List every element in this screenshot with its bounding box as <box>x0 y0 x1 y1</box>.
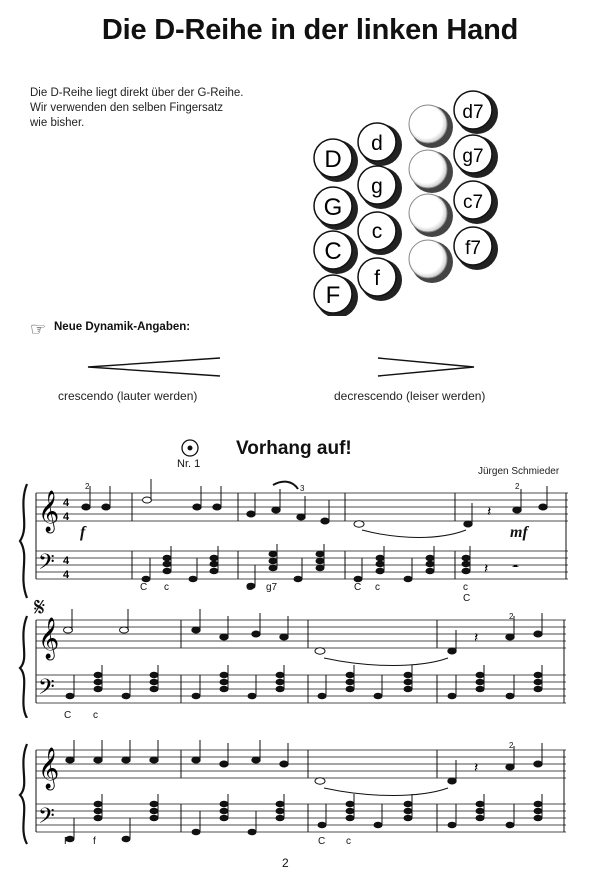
decrescendo-label: decrescendo (leiser werden) <box>334 389 486 403</box>
bass-button-c <box>358 212 402 255</box>
bass-button-blank <box>409 240 453 283</box>
bass-button-D <box>314 139 358 182</box>
bass-button-F <box>314 275 358 316</box>
treble-clef-icon: 𝄞 <box>38 617 60 658</box>
piece-number: Nr. 1 <box>177 458 201 470</box>
time-signature: 4 <box>63 497 70 509</box>
segno-icon: 𝄋 <box>34 592 46 622</box>
fingering-number: 2 <box>85 482 90 491</box>
music-system-3 <box>0 740 600 845</box>
bass-button-C <box>314 231 358 274</box>
dynamics-heading: Neue Dynamik-Angaben: <box>54 321 191 333</box>
bass-label: f <box>93 836 96 847</box>
button-label: G <box>323 194 343 221</box>
bass-button-diagram <box>300 86 510 316</box>
treble-notes <box>64 609 543 654</box>
bass-button-G <box>314 187 358 230</box>
tie-arc <box>324 788 448 796</box>
music-system-2 <box>0 608 600 718</box>
bass-label: C <box>64 710 72 721</box>
button-label: D <box>324 146 342 173</box>
fingering-number: 3 <box>300 484 305 493</box>
cd-track-icon <box>181 439 199 457</box>
button-label: F <box>325 282 341 309</box>
tie-arc <box>362 530 466 538</box>
grand-staff-brace <box>20 616 27 718</box>
button-label: g <box>371 175 383 198</box>
bass-button-g7 <box>454 135 498 178</box>
bass-staff <box>36 804 566 832</box>
bass-label: F <box>64 836 71 847</box>
tie-arc <box>324 658 448 666</box>
bass-label: C <box>318 836 326 847</box>
bass-label: G <box>246 582 254 593</box>
bass-button-f7 <box>454 227 498 270</box>
bass-button-g <box>358 166 402 209</box>
crescendo-label: crescendo (lauter werden) <box>58 389 198 403</box>
song-title: Vorhang auf! <box>236 438 352 459</box>
quarter-rest-icon: 𝄽 <box>474 629 479 645</box>
button-label: c <box>371 220 383 243</box>
intro-line: Wir verwenden den selben Fingersatz <box>30 102 224 114</box>
page-title: Die D-Reihe in der linken Hand <box>101 14 519 46</box>
bass-button-blank <box>409 150 453 193</box>
time-signature: 4 <box>63 555 70 567</box>
button-label: d <box>371 132 383 155</box>
treble-notes <box>82 479 547 527</box>
grand-staff-brace <box>20 484 27 598</box>
bass-clef-icon: 𝄢 <box>38 803 55 833</box>
bass-label: c <box>346 836 351 847</box>
page-number: 2 <box>282 856 289 870</box>
fingering-number: 2 <box>509 612 514 621</box>
bass-clef-icon: 𝄢 <box>38 674 55 704</box>
treble-clef-icon: 𝄞 <box>38 747 60 788</box>
bass-label: C <box>463 593 471 604</box>
quarter-rest-icon: 𝄽 <box>487 503 492 519</box>
bass-button-blank <box>409 194 453 237</box>
bass-label: C <box>354 582 362 593</box>
decrescendo-hairpin-icon <box>376 356 476 378</box>
dynamic-mezzoforte: mf <box>510 524 528 541</box>
bass-label: g7 <box>266 582 278 593</box>
bass-button-f <box>358 258 402 301</box>
intro-line: wie bisher. <box>30 117 85 129</box>
time-signature: 4 <box>63 511 70 523</box>
button-label: f7 <box>465 238 481 259</box>
pointing-hand-icon: ☞ <box>30 319 47 339</box>
intro-text <box>30 86 243 131</box>
quarter-rest-icon: 𝄽 <box>484 560 489 576</box>
treble-notes <box>66 740 542 784</box>
composer: Jürgen Schmieder <box>478 466 560 477</box>
dynamic-forte: f <box>80 524 86 541</box>
bass-label: C <box>140 582 148 593</box>
bass-label: c <box>463 582 468 593</box>
treble-staff <box>36 620 566 648</box>
button-label: f <box>374 267 380 290</box>
crescendo-hairpin-icon <box>86 356 222 378</box>
bass-label: c <box>164 582 169 593</box>
barlines <box>36 750 564 832</box>
treble-staff <box>36 750 566 778</box>
bass-label: c <box>93 710 98 721</box>
slur-arc <box>273 482 298 489</box>
button-label: C <box>324 238 342 265</box>
bass-button-d7 <box>454 91 498 134</box>
bass-button-blank <box>409 105 453 148</box>
button-label: c7 <box>462 192 484 213</box>
treble-clef-icon: 𝄞 <box>38 490 60 531</box>
bass-staff <box>36 675 566 703</box>
bass-clef-icon: 𝄢 <box>38 549 55 579</box>
bass-button-c7 <box>454 181 498 224</box>
bass-button-d <box>358 123 402 166</box>
button-label: d7 <box>462 102 484 123</box>
button-label: g7 <box>462 146 484 167</box>
intro-line: Die D-Reihe liegt direkt über der G-Reihe. <box>30 87 244 99</box>
half-rest-icon: 𝄼 <box>512 557 519 577</box>
grand-staff-brace <box>20 744 27 844</box>
barlines <box>36 620 564 703</box>
quarter-rest-icon: 𝄽 <box>474 759 479 775</box>
time-signature: 4 <box>63 569 70 581</box>
bass-label: c <box>375 582 380 593</box>
fingering-number: 2 <box>509 741 514 750</box>
fingering-number: 2 <box>515 482 520 491</box>
